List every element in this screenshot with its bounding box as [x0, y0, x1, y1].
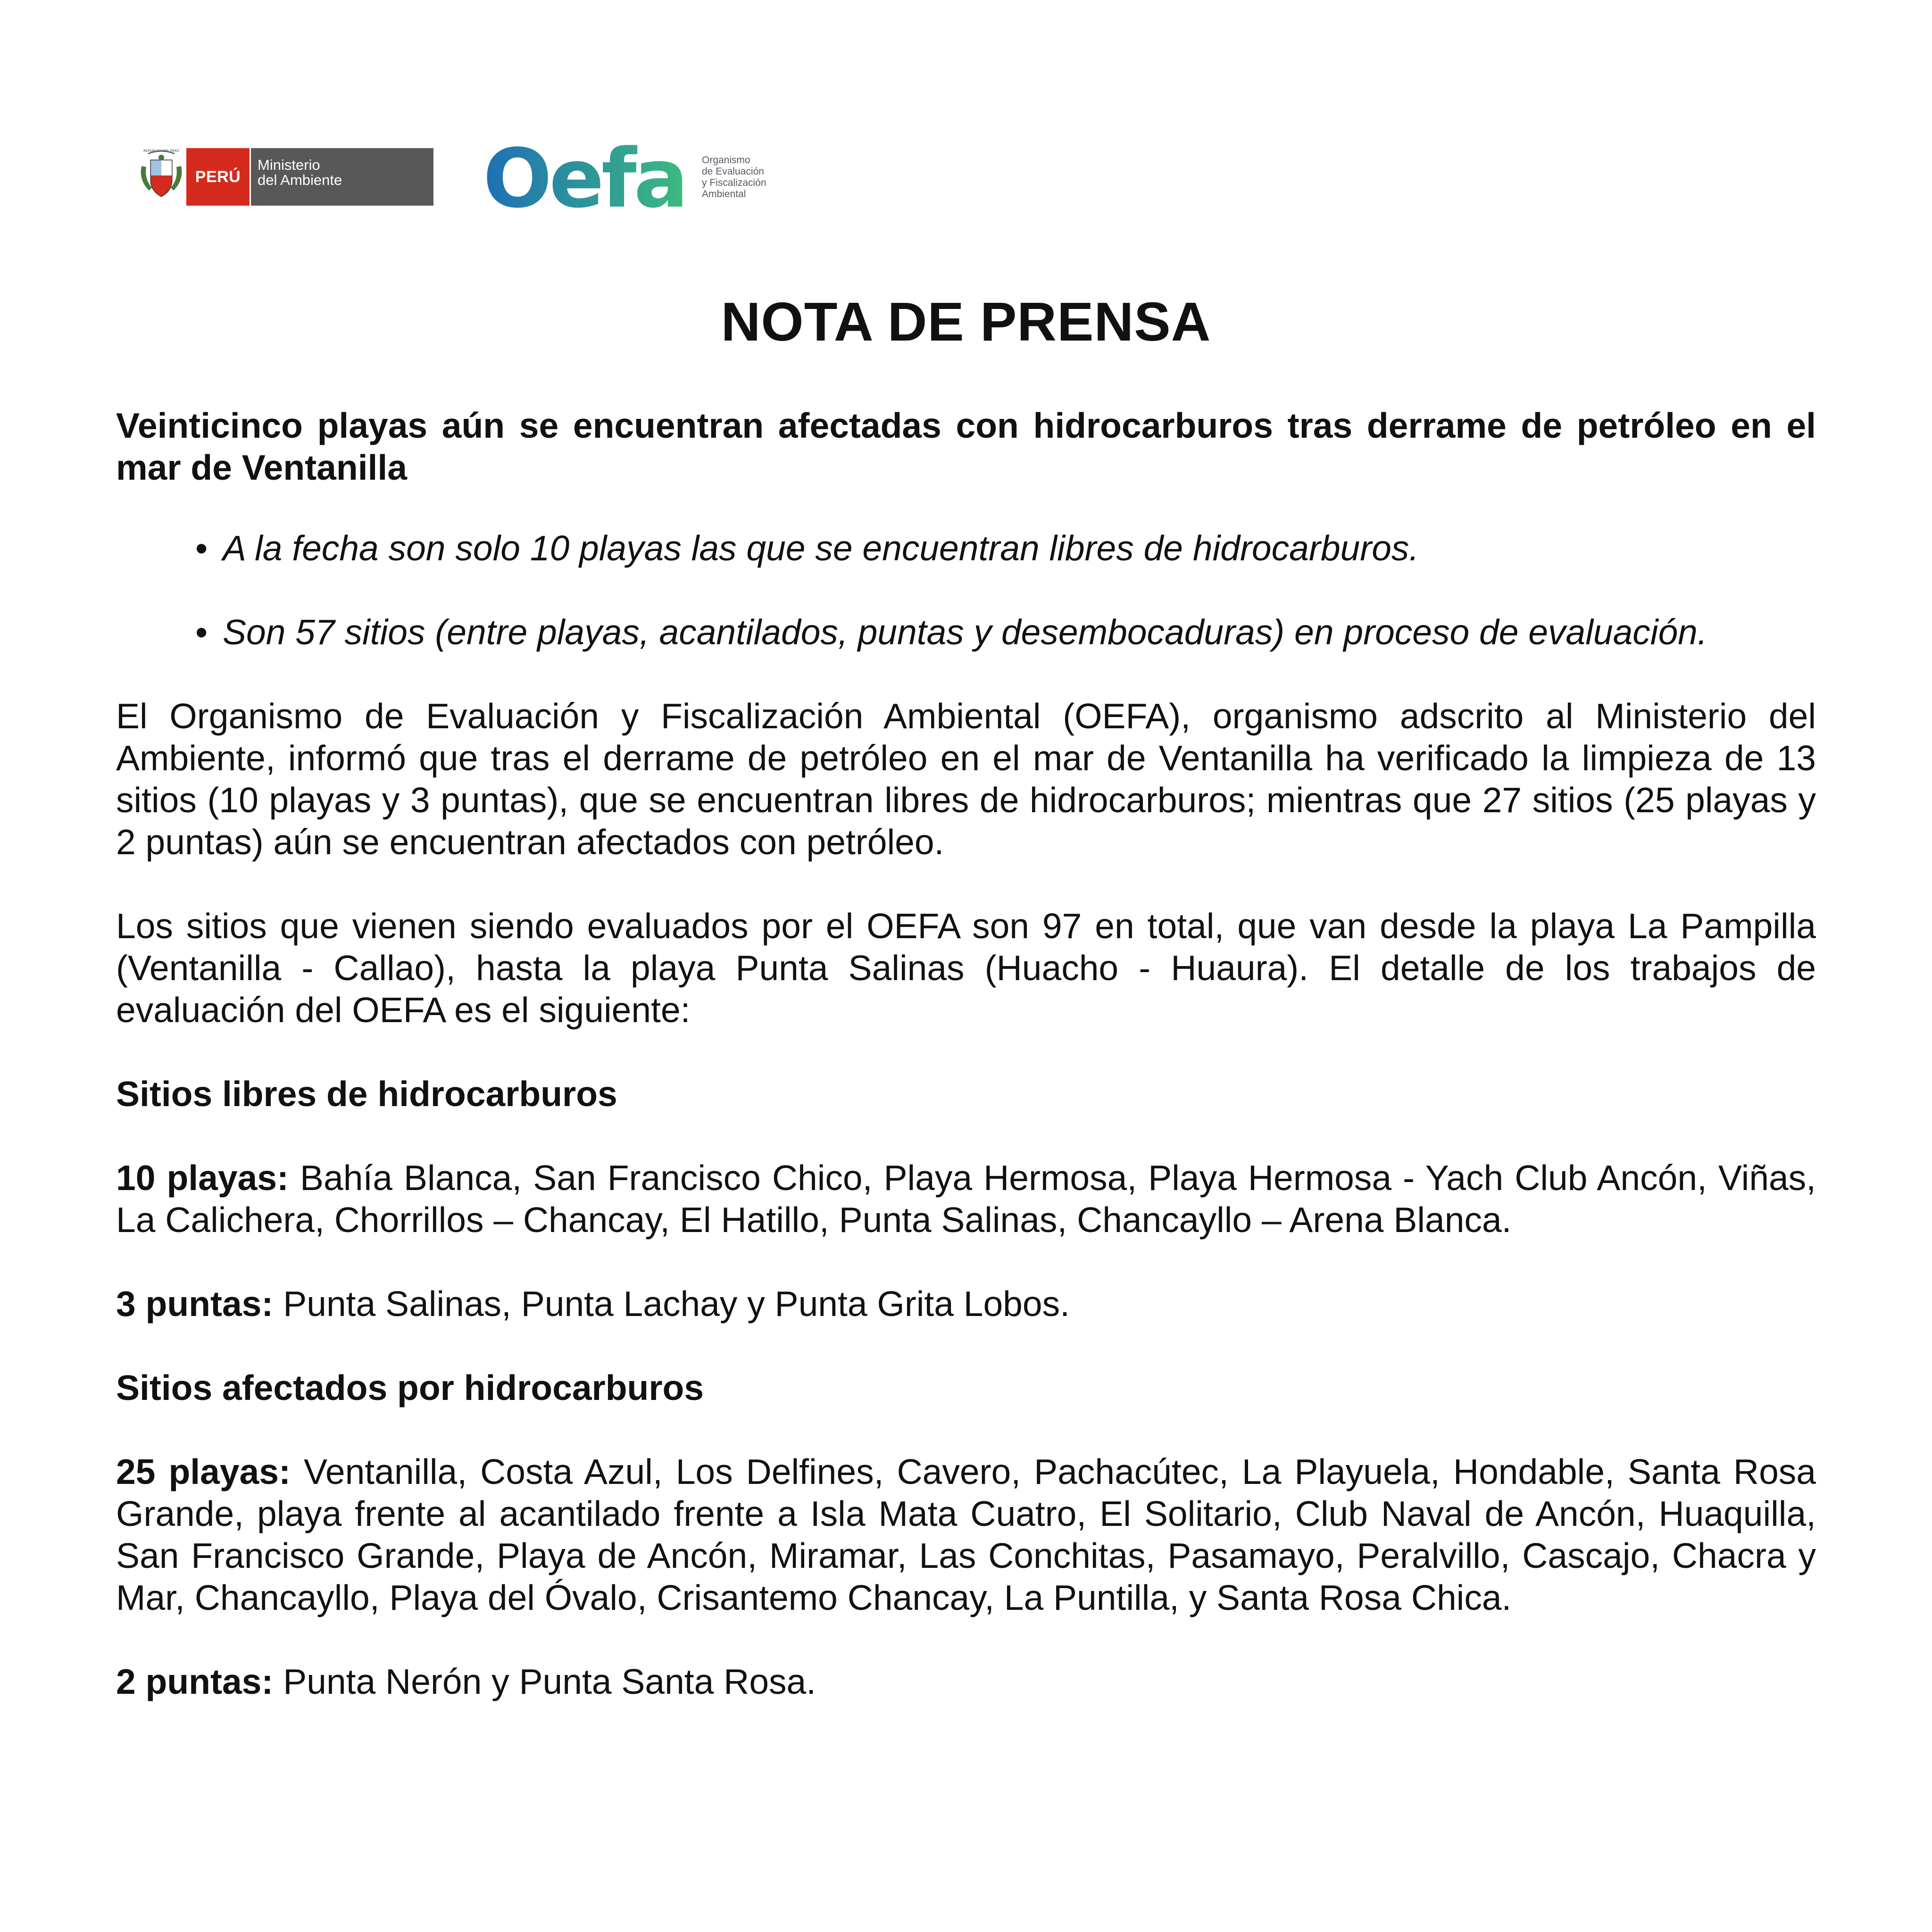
peru-ministry-logo — [186, 148, 433, 206]
bullet-item — [195, 527, 1816, 569]
oefa-logo — [483, 142, 691, 212]
section-title-affected: Sitios afectados por hidrocarburos — [116, 1368, 704, 1407]
ministry-label-line2: del Ambiente — [258, 172, 342, 188]
page-title: NOTA DE PRENSA — [721, 291, 1211, 352]
affected-puntas — [116, 1661, 1816, 1703]
headline: Veinticinco playas aún se encuentran afectadas con hidrocarburos tras derrame de petróleo en el mar de Ventanilla — [116, 406, 1816, 487]
free-puntas-label: 3 puntas: — [116, 1284, 274, 1324]
ministry-label-line1: Ministerio — [258, 157, 320, 173]
free-playas-list: Bahía Blanca, San Francisco Chico, Playa Hermosa, Playa Hermosa - Yach Club Ancón, Viñas, La Calichera, Chorrillos – Chancay, El Hatillo, Punta Salinas, Chancayllo – Arena Blanca. — [116, 1158, 1816, 1240]
bullet-item — [195, 611, 1816, 653]
peru-coat-of-arms-icon — [138, 147, 185, 202]
paragraph-intro: El Organismo de Evaluación y Fiscalización Ambiental (OEFA), organismo adscrito al Ministerio del Ambiente, informó que tras el derrame de petróleo en el mar de Ventanilla ha verificado la limpieza de 13 sitios (10 playas y 3 puntas), que se encuentran libres de hidrocarburos; mientras que 27 sitios (25 playas y 2 puntas) aún se encuentran afectados con petróleo. — [116, 696, 1816, 862]
article-body — [116, 405, 1816, 1703]
summary-bullets — [116, 527, 1816, 653]
ministry-label — [250, 148, 433, 206]
shield-caption: REPÚBLICA DEL PERÚ — [143, 149, 179, 153]
header-logos — [138, 142, 798, 217]
free-playas-label: 10 playas: — [116, 1158, 289, 1198]
bullet-text: Son 57 sitios (entre playas, acantilados, puntas y desembocaduras) en proceso de evaluación. — [223, 612, 1707, 652]
oefa-subtitle — [702, 155, 806, 200]
free-puntas-list: Punta Salinas, Punta Lachay y Punta Grita Lobos. — [273, 1284, 1070, 1324]
oefa-sub-line2: de Evaluación — [702, 166, 764, 177]
oefa-sub-line3: y Fiscalización — [702, 177, 766, 188]
affected-puntas-label: 2 puntas: — [116, 1662, 274, 1701]
affected-puntas-list: Punta Nerón y Punta Santa Rosa. — [273, 1662, 816, 1701]
peru-label: PERÚ — [186, 148, 250, 206]
paragraph-scope: Los sitios que vienen siendo evaluados por el OEFA son 97 en total, que van desde la playa La Pampilla (Ventanilla - Callao), hasta la playa Punta Salinas (Huacho - Huaura). El detalle de los trabajos de evaluación del OEFA es el siguiente: — [116, 906, 1816, 1030]
free-playas — [116, 1157, 1816, 1241]
affected-playas-list: Ventanilla, Costa Azul, Los Delfines, Cavero, Pachacútec, La Playuela, Hondable, Santa Rosa Grande, playa frente al acantilado frente a Isla Mata Cuatro, El Solitario, Club Naval de Ancón, Huaquilla, San Francisco Grande, Playa de Ancón, Miramar, Las Conchitas, Pasamayo, Peralvillo, Cascajo, Chacra y Mar, Chancayllo, Playa del Óvalo, Crisantemo Chancay, La Puntilla, y Santa Rosa Chica. — [116, 1452, 1816, 1617]
oefa-sub-line4: Ambiental — [702, 189, 746, 200]
bullet-text: A la fecha son solo 10 playas las que se encuentran libres de hidrocarburos. — [223, 528, 1419, 568]
bullet-dot-icon: • — [195, 528, 208, 568]
section-title-free: Sitios libres de hidrocarburos — [116, 1074, 617, 1114]
affected-playas — [116, 1451, 1816, 1619]
affected-playas-label: 25 playas: — [116, 1452, 291, 1491]
oefa-wordmark: Oefa — [483, 142, 686, 212]
free-puntas — [116, 1283, 1816, 1325]
bullet-dot-icon: • — [195, 612, 208, 652]
oefa-sub-line1: Organismo — [702, 155, 750, 166]
